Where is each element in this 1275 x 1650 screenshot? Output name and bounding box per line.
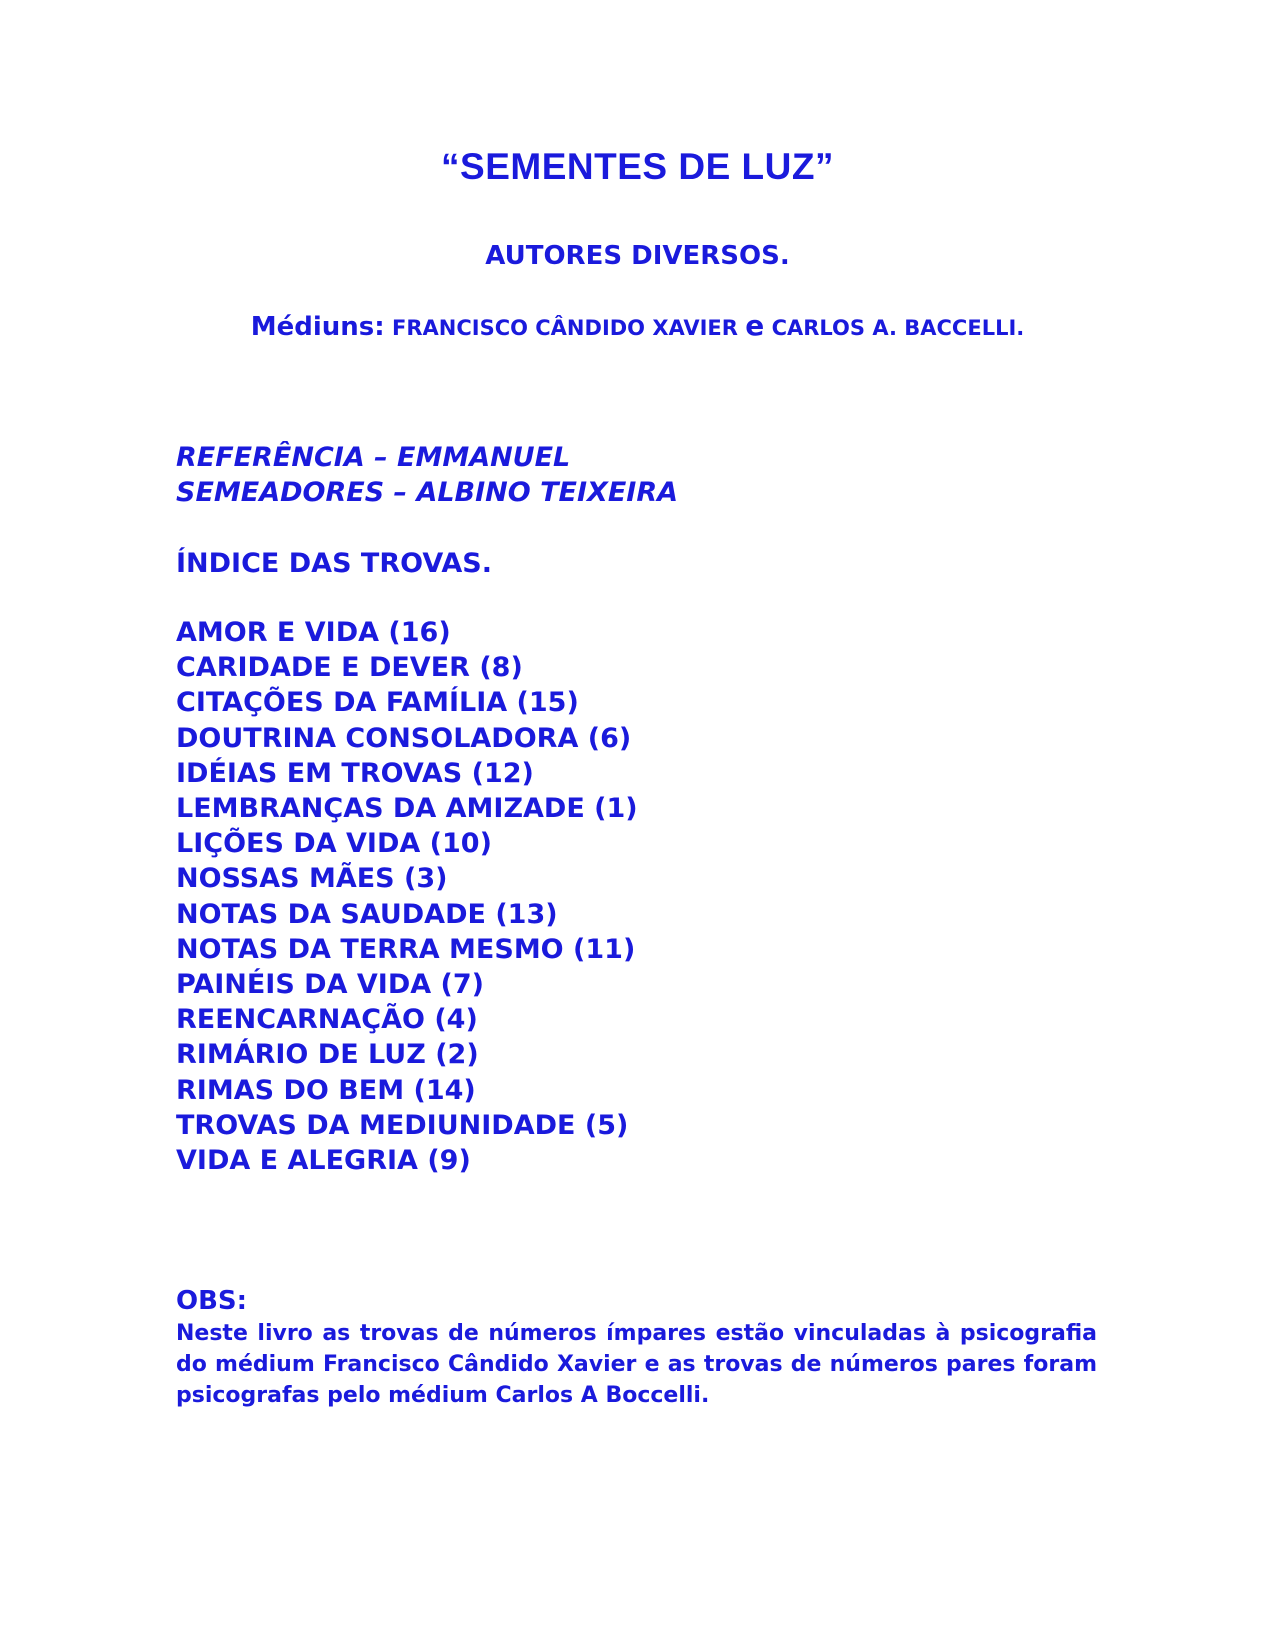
index-item: NOTAS DA TERRA MESMO (11) [176, 933, 636, 965]
reference-line: REFERÊNCIA – EMMANUEL [176, 442, 571, 473]
references-block [176, 440, 678, 510]
index-item: PAINÉIS DA VIDA (7) [176, 969, 485, 1001]
reference-line: SEMEADORES – ALBINO TEIXEIRA [176, 477, 679, 508]
obs-label: OBS: [176, 1286, 248, 1316]
index-item: NOTAS DA SAUDADE (13) [176, 898, 558, 930]
obs-paragraph: Neste livro as trovas de números ímpares estão vinculadas à psicografia do médium Francisco Cândido Xavier e as trovas de números pares foram psicografas pelo médium Carlos A Boccelli. [176, 1321, 1097, 1408]
index-item: IDÉIAS EM TROVAS (12) [176, 757, 534, 789]
index-item: RIMÁRIO DE LUZ (2) [176, 1039, 479, 1071]
index-item: VIDA E ALEGRIA (9) [176, 1145, 471, 1177]
index-item: REENCARNAÇÃO (4) [176, 1004, 478, 1036]
index-item: LEMBRANÇAS DA AMIZADE (1) [176, 793, 638, 825]
index-item: DOUTRINA CONSOLADORA (6) [176, 722, 632, 754]
trovas-index-list [176, 615, 638, 1178]
mediums-conjunction: e [745, 309, 765, 342]
mediums-line [200, 310, 1075, 344]
document-title: “SEMENTES DE LUZ” [441, 146, 834, 187]
mediums-label: Médiuns: [250, 312, 385, 342]
index-item: CITAÇÕES DA FAMÍLIA (15) [176, 687, 579, 719]
index-item: CARIDADE E DEVER (8) [176, 652, 523, 684]
index-item: NOSSAS MÃES (3) [176, 863, 448, 895]
medium-name-1: FRANCISCO CÂNDIDO XAVIER [392, 316, 738, 340]
index-item: RIMAS DO BEM (14) [176, 1074, 476, 1106]
index-title: ÍNDICE DAS TROVAS. [176, 548, 493, 579]
index-item: TROVAS DA MEDIUNIDADE (5) [176, 1109, 629, 1141]
index-item: AMOR E VIDA (16) [176, 617, 451, 648]
index-item: LIÇÕES DA VIDA (10) [176, 828, 492, 860]
authors-line: AUTORES DIVERSOS. [485, 241, 790, 271]
medium-name-2: CARLOS A. BACCELLI. [771, 316, 1025, 340]
